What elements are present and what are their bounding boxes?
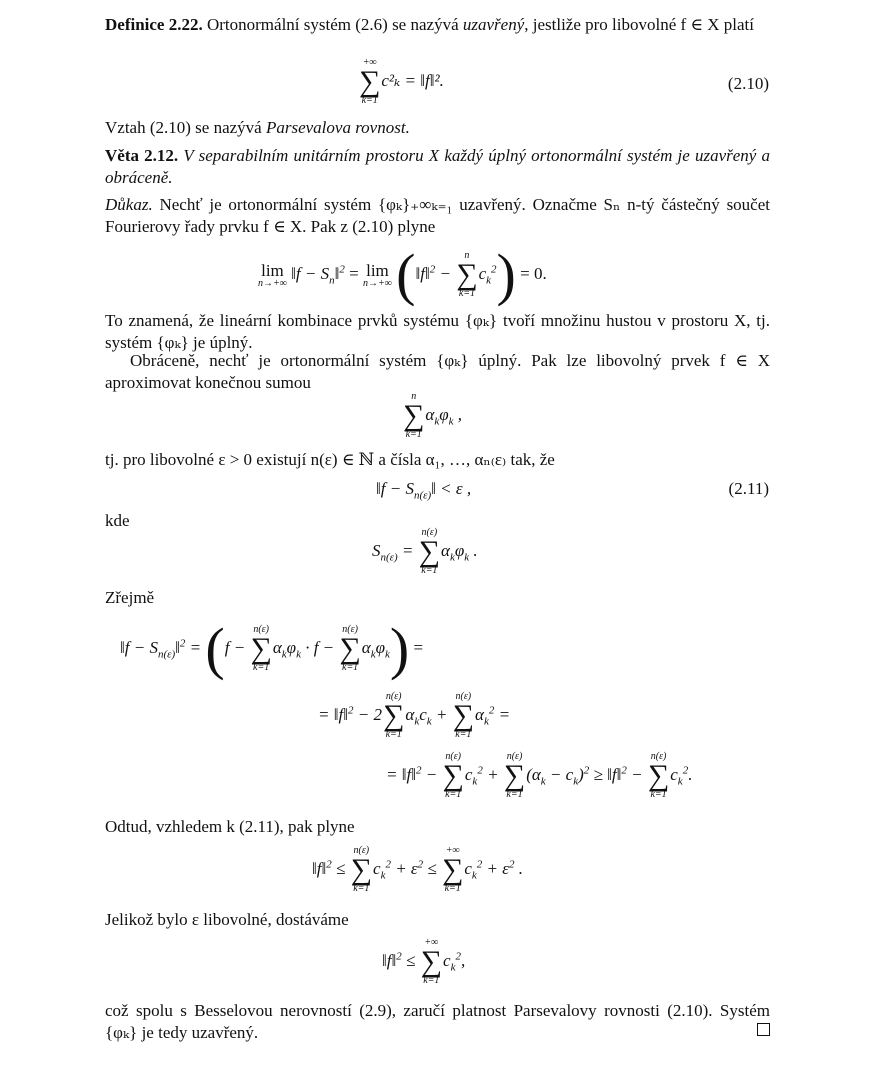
proof-paragraph-3: Obráceně, nechť je ortonormální systém {φₖ} úplný. Pak lze libovolný prvek f ∈ X aproximovat konečnou sumou bbox=[105, 351, 770, 392]
equation-number-2-10: (2.10) bbox=[727, 74, 769, 93]
definition-label: Definice 2.22. bbox=[105, 15, 203, 34]
definition-paragraph bbox=[105, 14, 770, 36]
proof-label: Důkaz. bbox=[105, 195, 153, 214]
proof-paragraph-4: tj. pro libovolné ε > 0 existují n(ε) ∈ ℕ a čísla α₁, …, αₙ₍ε₎ tak, že bbox=[105, 450, 555, 469]
norm-computation-line-1: ‖f − $S_{n(\varepsilon)}‖^2 = (f$ − n(ε) ∑ k=1 $\alpha_k\varphi_k \cdot f$ − n(ε) ∑ k=1 $\alpha_k\varphi_k$) = bbox=[120, 616, 424, 681]
equation-2-10: +∞ ∑ k=1 c²ₖ = ‖f‖². bbox=[359, 57, 444, 106]
odtud-label: Odtud, vzhledem k (2.11), pak plyne bbox=[105, 817, 355, 836]
proof-paragraph-2: To znamená, že lineární kombinace prvků systému {φₖ} tvoří množinu hustou v prostoru X, tj. systém {φₖ} je úplný. bbox=[105, 311, 770, 352]
final-inequality: ‖f‖$^2$ ≤ +∞ ∑ k=1 $c_k^2$, bbox=[382, 937, 466, 986]
theorem-text: V separabilním unitárním prostoru X každý úplný ortonormální systém je uzavřený a obráceně. bbox=[105, 146, 770, 187]
qed-square-icon bbox=[757, 1023, 770, 1036]
norm-computation-line-2: = ‖f‖$^2$ − 2 n(ε) ∑ k=1 $\alpha_kc_k$ + n(ε) ∑ k=1 $\alpha_k^2$ = bbox=[318, 691, 511, 740]
theorem-label: Věta 2.12. bbox=[105, 146, 179, 165]
definition-term: uzavřený bbox=[462, 15, 525, 34]
definition-text-b: , jestliže pro libovolné f ∈ X platí bbox=[524, 15, 755, 34]
equation-number-2-11: (2.11) bbox=[728, 479, 769, 498]
parseval-line: Vztah (2.10) se nazývá Parsevalova rovnost. bbox=[105, 118, 410, 137]
proof-paragraph-1: Důkaz. Nechť je ortonormální systém {φₖ}₊∞ₖ₌₁ uzavřený. Označme Sₙ n-tý částečný součet Fourierovy řady prvku f ∈ X. Pak z (2.10) plyne bbox=[105, 195, 770, 236]
definition-text-a: Ortonormální systém (2.6) se nazývá bbox=[202, 15, 463, 34]
finite-sum-equation: n ∑ k=1 $\alpha_k\varphi_k$ , bbox=[403, 391, 463, 440]
proof-final-paragraph: což spolu s Besselovou nerovností (2.9), zaručí platnost Parsevalovy rovnosti (2.10). Systém {φₖ} je tedy uzavřený. bbox=[105, 1001, 770, 1042]
norm-inequality: ‖f‖$^2$ ≤ n(ε) ∑ k=1 $c_k^2 + \varepsilon^2$ ≤ +∞ ∑ k=1 $c_k^2 + \varepsilon^2$ . bbox=[312, 845, 523, 894]
kde-label: kde bbox=[105, 511, 130, 530]
theorem-paragraph bbox=[105, 145, 770, 189]
zrejme-label: Zřejmě bbox=[105, 588, 155, 607]
parseval-term: Parsevalova rovnost. bbox=[265, 118, 410, 137]
limit-equation: lim n→+∞ ‖f − $S_n‖^2 = \lim$ n→+∞ (‖f‖$^2$ − n ∑ k=1 $c_k^2) = 0$. bbox=[258, 242, 547, 307]
eq-2-10-body: c²ₖ = ‖f‖². bbox=[381, 70, 444, 90]
norm-computation-line-3: = ‖f‖$^2$ − n(ε) ∑ k=1 $c_k^2$ + n(ε) ∑ k=1 $(\alpha_k - c_k)^2$ ≥ ‖f‖$^2$ − n(ε) ∑ k=1 $c_k^2$. bbox=[386, 751, 693, 800]
equation-2-11: ‖f − $S_{n(\varepsilon)}‖ < \varepsilon$ , bbox=[376, 479, 472, 502]
partial-sum-equation: $S_{n(\varepsilon)}$ = n(ε) ∑ k=1 $\alpha_k\varphi_k$ . bbox=[372, 527, 478, 576]
jelikoz-label: Jelikož bylo ε libovolné, dostáváme bbox=[105, 910, 349, 929]
